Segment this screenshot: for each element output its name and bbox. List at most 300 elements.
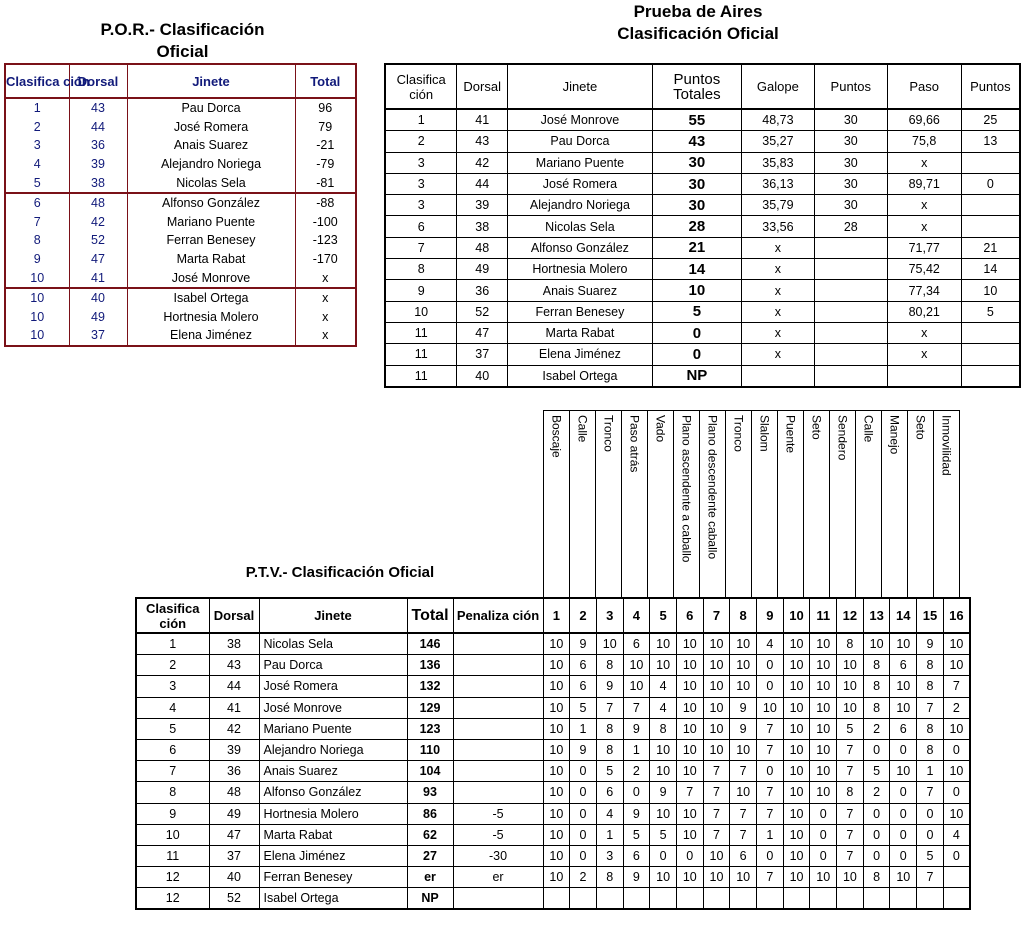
ptv-rank: 8 [136, 782, 209, 803]
por-cell: 39 [69, 155, 127, 174]
ptv-score: 7 [757, 782, 784, 803]
aires-cell: Nicolas Sela [508, 216, 653, 237]
ptv-score: 10 [810, 676, 837, 697]
ptv-score: 8 [863, 867, 890, 888]
ptv-score: 10 [783, 867, 810, 888]
por-row [5, 213, 356, 232]
ptv-obstacle-cell [700, 411, 726, 599]
ptv-row [136, 845, 970, 866]
aires-cell: 3 [385, 173, 457, 194]
aires-header-row [385, 64, 1020, 109]
ptv-dorsal: 40 [209, 867, 259, 888]
ptv-total: 129 [407, 697, 453, 718]
ptv-score: 10 [543, 655, 570, 676]
aires-cell: 30 [814, 109, 887, 131]
ptv-score: 10 [730, 655, 757, 676]
ptv-row [136, 888, 970, 910]
ptv-rank: 12 [136, 867, 209, 888]
ptv-obstacle-cell [544, 411, 570, 599]
ptv-dorsal: 43 [209, 655, 259, 676]
por-cell: Mariano Puente [127, 213, 295, 232]
aires-cell [814, 237, 887, 258]
ptv-row [136, 633, 970, 655]
aires-cell: 8 [385, 259, 457, 280]
aires-cell: 48,73 [741, 109, 814, 131]
ptv-score: 10 [543, 676, 570, 697]
aires-col-header: Puntos Totales [652, 64, 741, 109]
ptv-score [650, 888, 677, 910]
ptv-score: 9 [917, 633, 944, 655]
ptv-score: 10 [676, 824, 703, 845]
ptv-score: 10 [543, 739, 570, 760]
ptv-score: 10 [890, 633, 917, 655]
aires-cell: 28 [652, 216, 741, 237]
ptv-rider: Mariano Puente [259, 718, 407, 739]
ptv-score: 10 [943, 761, 970, 782]
ptv-obstacle-number: 7 [703, 598, 730, 633]
ptv-score: 2 [863, 782, 890, 803]
ptv-score: 10 [650, 803, 677, 824]
ptv-score: 10 [943, 655, 970, 676]
aires-row [385, 109, 1020, 131]
aires-cell: 14 [652, 259, 741, 280]
ptv-score: 10 [543, 845, 570, 866]
ptv-total: 110 [407, 739, 453, 760]
por-cell: 9 [5, 250, 69, 269]
ptv-score: 5 [596, 761, 623, 782]
ptv-score: 10 [730, 633, 757, 655]
ptv-score: 0 [917, 824, 944, 845]
por-cell: Isabel Ortega [127, 288, 295, 308]
ptv-score: 6 [890, 718, 917, 739]
ptv-score: 7 [730, 761, 757, 782]
ptv-score [943, 888, 970, 910]
aires-cell: 21 [652, 237, 741, 258]
aires-cell: 7 [385, 237, 457, 258]
por-cell: 10 [5, 288, 69, 308]
ptv-row [136, 761, 970, 782]
aires-cell [814, 365, 887, 387]
por-row [5, 288, 356, 308]
ptv-score: 10 [543, 782, 570, 803]
por-cell: -88 [295, 193, 356, 213]
aires-col-header: Dorsal [457, 64, 508, 109]
aires-cell: x [741, 237, 814, 258]
aires-cell: 0 [652, 344, 741, 365]
por-cell: x [295, 326, 356, 346]
ptv-dorsal: 47 [209, 824, 259, 845]
ptv-score: 10 [676, 803, 703, 824]
por-cell: -123 [295, 231, 356, 250]
ptv-obstacle-number: 8 [730, 598, 757, 633]
ptv-score: 9 [623, 718, 650, 739]
por-cell: 7 [5, 213, 69, 232]
por-col-header: Jinete [127, 64, 295, 98]
por-cell: 42 [69, 213, 127, 232]
aires-cell [814, 301, 887, 322]
ptv-obstacle-cell [830, 411, 856, 599]
aires-row [385, 173, 1020, 194]
ptv-score: 10 [783, 782, 810, 803]
aires-cell: 48 [457, 237, 508, 258]
por-cell: 41 [69, 268, 127, 288]
aires-cell: 80,21 [887, 301, 961, 322]
por-cell: -79 [295, 155, 356, 174]
por-col-header: Dorsal [69, 64, 127, 98]
aires-cell: 1 [385, 109, 457, 131]
por-cell: 38 [69, 173, 127, 193]
ptv-obstacle-label: Calle [575, 415, 590, 443]
ptv-penalty [453, 739, 543, 760]
aires-table [384, 63, 1021, 388]
ptv-score: 0 [810, 803, 837, 824]
aires-cell: Alfonso González [508, 237, 653, 258]
ptv-dorsal: 44 [209, 676, 259, 697]
por-cell: 1 [5, 98, 69, 118]
ptv-score: 10 [943, 633, 970, 655]
ptv-total: NP [407, 888, 453, 910]
ptv-score: 10 [783, 676, 810, 697]
ptv-score: 10 [890, 676, 917, 697]
ptv-obstacle-cell [622, 411, 648, 599]
ptv-row [136, 655, 970, 676]
ptv-obstacle-cell [596, 411, 622, 599]
ptv-score: 0 [943, 845, 970, 866]
ptv-rank: 9 [136, 803, 209, 824]
ptv-score: 0 [757, 676, 784, 697]
ptv-rider: Isabel Ortega [259, 888, 407, 910]
aires-cell: 0 [652, 322, 741, 343]
ptv-score [943, 867, 970, 888]
aires-cell [961, 195, 1020, 216]
aires-cell: 71,77 [887, 237, 961, 258]
ptv-score: 10 [703, 697, 730, 718]
ptv-score: 10 [783, 633, 810, 655]
aires-cell [961, 365, 1020, 387]
aires-cell: 3 [385, 195, 457, 216]
ptv-score: 7 [623, 697, 650, 718]
ptv-rider: Elena Jiménez [259, 845, 407, 866]
ptv-score: 9 [730, 697, 757, 718]
ptv-score: 9 [650, 782, 677, 803]
ptv-score: 7 [703, 782, 730, 803]
aires-cell: 35,83 [741, 152, 814, 173]
ptv-penalty [453, 761, 543, 782]
ptv-score: 7 [837, 761, 864, 782]
ptv-obstacle-label: Tronco [601, 415, 616, 452]
aires-cell: José Monrove [508, 109, 653, 131]
ptv-rank: 2 [136, 655, 209, 676]
ptv-score: 0 [943, 739, 970, 760]
ptv-score: 3 [596, 845, 623, 866]
aires-cell: 40 [457, 365, 508, 387]
ptv-rider: Marta Rabat [259, 824, 407, 845]
ptv-score: 0 [623, 782, 650, 803]
aires-row [385, 344, 1020, 365]
ptv-score: 7 [703, 761, 730, 782]
aires-cell: 52 [457, 301, 508, 322]
ptv-total: 104 [407, 761, 453, 782]
ptv-row [136, 739, 970, 760]
ptv-score: 7 [917, 867, 944, 888]
ptv-dorsal: 52 [209, 888, 259, 910]
ptv-row [136, 676, 970, 697]
ptv-score: 7 [703, 803, 730, 824]
por-cell: 37 [69, 326, 127, 346]
por-cell: 3 [5, 136, 69, 155]
ptv-score: 0 [570, 782, 597, 803]
ptv-rank: 10 [136, 824, 209, 845]
por-cell: 43 [69, 98, 127, 118]
aires-cell: 10 [652, 280, 741, 301]
ptv-obstacle-label: Plano ascendente a caballo [679, 415, 694, 563]
aires-cell: 5 [652, 301, 741, 322]
aires-cell: 39 [457, 195, 508, 216]
ptv-obstacle-number: 12 [837, 598, 864, 633]
aires-cell: 13 [961, 131, 1020, 152]
aires-cell: 30 [652, 173, 741, 194]
por-cell: 49 [69, 308, 127, 327]
aires-cell: x [741, 301, 814, 322]
ptv-score: 5 [837, 718, 864, 739]
aires-cell: 30 [814, 152, 887, 173]
aires-col-header: Puntos [961, 64, 1020, 109]
aires-cell: 30 [814, 173, 887, 194]
ptv-score: 10 [837, 676, 864, 697]
aires-title: Prueba de Aires Clasificación Oficial [617, 2, 779, 43]
ptv-score: 10 [596, 633, 623, 655]
ptv-score: 10 [783, 697, 810, 718]
aires-cell: Marta Rabat [508, 322, 653, 343]
aires-cell: 43 [457, 131, 508, 152]
ptv-score: 10 [676, 697, 703, 718]
ptv-score: 2 [623, 761, 650, 782]
ptv-score [543, 888, 570, 910]
ptv-rank: 4 [136, 697, 209, 718]
ptv-score: 0 [863, 845, 890, 866]
ptv-rank: 5 [136, 718, 209, 739]
ptv-obstacle-number: 4 [623, 598, 650, 633]
ptv-score: 5 [863, 761, 890, 782]
ptv-score: 10 [810, 782, 837, 803]
ptv-score: 0 [890, 845, 917, 866]
por-cell: 48 [69, 193, 127, 213]
ptv-obstacle-cell [570, 411, 596, 599]
ptv-penalty [453, 888, 543, 910]
ptv-obstacle-label: Manejo [887, 415, 902, 455]
aires-cell: x [887, 322, 961, 343]
por-cell: x [295, 308, 356, 327]
ptv-score: 6 [890, 655, 917, 676]
ptv-score: 10 [623, 676, 650, 697]
ptv-score [837, 888, 864, 910]
ptv-col-header: Jinete [259, 598, 407, 633]
ptv-score: 7 [757, 718, 784, 739]
ptv-obstacle-cell [882, 411, 908, 599]
ptv-score: 7 [837, 824, 864, 845]
aires-cell: Alejandro Noriega [508, 195, 653, 216]
ptv-score: 10 [783, 718, 810, 739]
aires-cell: x [887, 152, 961, 173]
ptv-dorsal: 49 [209, 803, 259, 824]
ptv-row [136, 824, 970, 845]
ptv-score: 0 [890, 739, 917, 760]
ptv-score: 9 [570, 633, 597, 655]
ptv-total: 132 [407, 676, 453, 697]
aires-cell: 2 [385, 131, 457, 152]
ptv-score: 0 [810, 824, 837, 845]
ptv-score: 2 [570, 867, 597, 888]
ptv-score: 7 [596, 697, 623, 718]
aires-cell: 47 [457, 322, 508, 343]
ptv-score: 10 [943, 718, 970, 739]
ptv-obstacle-number: 5 [650, 598, 677, 633]
ptv-row [136, 803, 970, 824]
ptv-score: 10 [623, 655, 650, 676]
ptv-rank: 12 [136, 888, 209, 910]
ptv-score: 8 [863, 655, 890, 676]
ptv-rider: Pau Dorca [259, 655, 407, 676]
ptv-score: 10 [543, 761, 570, 782]
ptv-penalty: -5 [453, 824, 543, 845]
ptv-obstacle-number: 13 [863, 598, 890, 633]
ptv-score: 8 [917, 655, 944, 676]
ptv-score: 8 [917, 676, 944, 697]
aires-cell: 42 [457, 152, 508, 173]
por-cell: 96 [295, 98, 356, 118]
aires-cell: x [887, 216, 961, 237]
ptv-row [136, 718, 970, 739]
ptv-rider: Nicolas Sela [259, 633, 407, 655]
ptv-obstacle-number: 15 [917, 598, 944, 633]
aires-cell: 37 [457, 344, 508, 365]
por-cell: x [295, 268, 356, 288]
ptv-score: 8 [863, 697, 890, 718]
por-cell: Anais Suarez [127, 136, 295, 155]
ptv-score: 10 [543, 718, 570, 739]
aires-cell: José Romera [508, 173, 653, 194]
ptv-score: 10 [943, 803, 970, 824]
aires-cell: 30 [652, 152, 741, 173]
ptv-obstacle-number: 6 [676, 598, 703, 633]
ptv-penalty [453, 676, 543, 697]
aires-cell [814, 322, 887, 343]
ptv-score: 7 [703, 824, 730, 845]
ptv-rank: 6 [136, 739, 209, 760]
ptv-total: 27 [407, 845, 453, 866]
aires-cell: 9 [385, 280, 457, 301]
aires-cell: Hortnesia Molero [508, 259, 653, 280]
ptv-score: 4 [650, 676, 677, 697]
por-row [5, 231, 356, 250]
aires-cell: 35,27 [741, 131, 814, 152]
por-row [5, 136, 356, 155]
ptv-score: 10 [810, 867, 837, 888]
ptv-dorsal: 36 [209, 761, 259, 782]
ptv-obstacle-cell [726, 411, 752, 599]
ptv-obstacle-label: Inmovilidad [939, 415, 954, 476]
ptv-score: 10 [676, 718, 703, 739]
por-title: P.O.R.- Clasificación Oficial [100, 20, 265, 61]
ptv-score: 1 [570, 718, 597, 739]
ptv-total: 86 [407, 803, 453, 824]
ptv-obstacle-label: Puente [783, 415, 798, 454]
ptv-score: 0 [863, 824, 890, 845]
ptv-score: 10 [703, 845, 730, 866]
aires-cell: x [741, 280, 814, 301]
ptv-rider: José Romera [259, 676, 407, 697]
ptv-score: 10 [757, 697, 784, 718]
ptv-score: 8 [650, 718, 677, 739]
ptv-score [810, 888, 837, 910]
ptv-obstacle-cell [934, 411, 960, 599]
ptv-score: 5 [917, 845, 944, 866]
aires-cell [814, 344, 887, 365]
por-cell: 10 [5, 308, 69, 327]
aires-cell: Mariano Puente [508, 152, 653, 173]
ptv-score: 5 [623, 824, 650, 845]
por-col-header: Total [295, 64, 356, 98]
ptv-rider: Alejandro Noriega [259, 739, 407, 760]
ptv-score: 10 [650, 739, 677, 760]
por-cell: -100 [295, 213, 356, 232]
ptv-penalty [453, 782, 543, 803]
ptv-score [623, 888, 650, 910]
por-cell: 47 [69, 250, 127, 269]
ptv-title: P.T.V.- Clasificación Oficial [245, 564, 435, 581]
aires-row [385, 152, 1020, 173]
aires-cell: 38 [457, 216, 508, 237]
ptv-score: 2 [943, 697, 970, 718]
ptv-score: 8 [596, 739, 623, 760]
ptv-dorsal: 37 [209, 845, 259, 866]
ptv-score: 0 [863, 739, 890, 760]
por-row [5, 118, 356, 137]
por-cell: 36 [69, 136, 127, 155]
por-cell: 8 [5, 231, 69, 250]
aires-col-header: Puntos [814, 64, 887, 109]
ptv-score: 10 [783, 824, 810, 845]
ptv-score: 9 [730, 718, 757, 739]
ptv-score: 8 [596, 655, 623, 676]
ptv-rider: Ferran Benesey [259, 867, 407, 888]
ptv-score: 0 [570, 824, 597, 845]
por-cell: 2 [5, 118, 69, 137]
ptv-dorsal: 42 [209, 718, 259, 739]
aires-cell: x [741, 344, 814, 365]
aires-row [385, 237, 1020, 258]
ptv-obstacle-number: 9 [757, 598, 784, 633]
ptv-score: 6 [623, 845, 650, 866]
aires-cell: 21 [961, 237, 1020, 258]
por-cell: Marta Rabat [127, 250, 295, 269]
por-cell: Pau Dorca [127, 98, 295, 118]
ptv-dorsal: 38 [209, 633, 259, 655]
ptv-score [757, 888, 784, 910]
aires-cell: Anais Suarez [508, 280, 653, 301]
ptv-total: 93 [407, 782, 453, 803]
ptv-total: 62 [407, 824, 453, 845]
ptv-score: 4 [596, 803, 623, 824]
ptv-obstacle-number: 3 [596, 598, 623, 633]
aires-cell: 43 [652, 131, 741, 152]
aires-cell: 6 [385, 216, 457, 237]
ptv-obstacle-label: Seto [809, 415, 824, 440]
ptv-rank: 7 [136, 761, 209, 782]
ptv-col-header: Clasifica ción [136, 598, 209, 633]
ptv-score: 8 [837, 633, 864, 655]
aires-cell: 14 [961, 259, 1020, 280]
